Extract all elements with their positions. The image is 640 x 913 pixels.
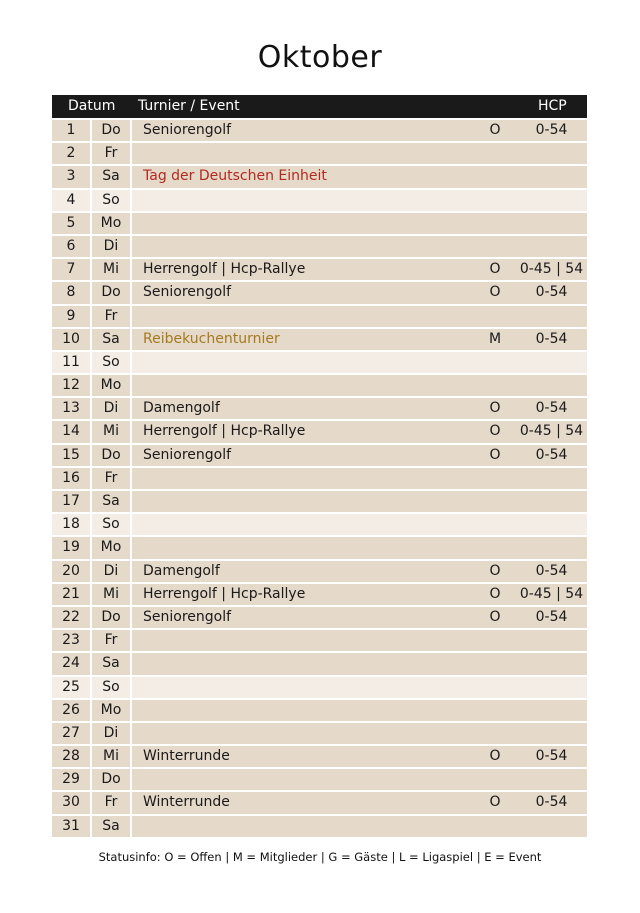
day-cell: 18 — [52, 514, 90, 535]
day-cell: 17 — [52, 491, 90, 512]
table-row — [52, 769, 587, 790]
status-cell — [488, 769, 502, 790]
event-cell — [132, 723, 488, 744]
status-cell — [488, 723, 502, 744]
table-row — [52, 259, 587, 280]
status-cell — [488, 537, 502, 558]
event-cell — [132, 143, 488, 164]
event-cell — [132, 653, 488, 674]
hcp-cell: 0-54 — [535, 400, 568, 417]
event-cell — [132, 700, 488, 721]
event-cell: Reibekuchenturnier — [132, 329, 488, 350]
status-cell — [488, 166, 502, 187]
table-row — [52, 537, 587, 558]
hcp-cell: 0-54 — [535, 446, 568, 463]
table-row — [52, 491, 587, 512]
status-cell: O — [489, 446, 501, 463]
status-cell — [488, 213, 502, 234]
table-row — [52, 653, 587, 674]
day-cell: 1 — [52, 120, 90, 141]
hcp-cell: 0-54 — [535, 562, 568, 579]
status-cell — [488, 190, 502, 211]
event-cell: Winterrunde — [132, 746, 488, 767]
table-header — [52, 95, 587, 118]
status-cell — [488, 630, 502, 651]
hcp-cell: 0-45 | 54 — [519, 423, 584, 440]
table-row — [52, 166, 587, 187]
hcp-cell — [516, 375, 587, 396]
event-cell — [132, 769, 488, 790]
status-cell — [488, 236, 502, 257]
table-row — [52, 421, 587, 442]
event-cell — [132, 514, 488, 535]
day-cell: 30 — [52, 792, 90, 813]
day-cell: 5 — [52, 213, 90, 234]
table-row — [52, 514, 587, 535]
hcp-cell — [516, 468, 587, 489]
hcp-cell — [516, 166, 587, 187]
weekday-cell: Mo — [92, 375, 130, 396]
event-cell: Seniorengolf — [132, 445, 488, 466]
hcp-cell — [516, 677, 587, 698]
day-cell: 19 — [52, 537, 90, 558]
event-cell: Seniorengolf — [132, 607, 488, 628]
day-cell: 9 — [52, 306, 90, 327]
event-cell — [132, 537, 488, 558]
weekday-cell: So — [92, 352, 130, 373]
table-row — [52, 329, 587, 350]
table-row — [52, 584, 587, 605]
table-row — [52, 677, 587, 698]
hcp-cell — [516, 514, 587, 535]
weekday-cell: Mo — [92, 700, 130, 721]
status-cell — [488, 375, 502, 396]
table-row — [52, 282, 587, 303]
table-row — [52, 143, 587, 164]
hcp-cell — [516, 213, 587, 234]
event-cell: Seniorengolf — [132, 120, 488, 141]
status-cell: O — [489, 585, 501, 602]
weekday-cell: Do — [92, 769, 130, 790]
event-cell — [132, 468, 488, 489]
day-cell: 20 — [52, 561, 90, 582]
event-cell — [132, 352, 488, 373]
weekday-cell: Fr — [92, 630, 130, 651]
table-row — [52, 352, 587, 373]
header-hcp: HCP — [538, 98, 567, 114]
table-row — [52, 236, 587, 257]
weekday-cell: Di — [92, 236, 130, 257]
hcp-cell — [516, 491, 587, 512]
day-cell: 4 — [52, 190, 90, 211]
hcp-cell — [516, 190, 587, 211]
table-row — [52, 723, 587, 744]
weekday-cell: So — [92, 190, 130, 211]
status-cell: O — [489, 562, 501, 579]
day-cell: 15 — [52, 445, 90, 466]
hcp-cell — [516, 306, 587, 327]
status-cell: O — [489, 284, 501, 301]
weekday-cell: Sa — [92, 491, 130, 512]
day-cell: 26 — [52, 700, 90, 721]
table-row — [52, 375, 587, 396]
table-row — [52, 630, 587, 651]
weekday-cell: Sa — [92, 816, 130, 837]
table-row — [52, 792, 587, 813]
table-row — [52, 120, 587, 141]
event-cell — [132, 677, 488, 698]
day-cell: 10 — [52, 329, 90, 350]
hcp-cell: 0-54 — [535, 794, 568, 811]
day-cell: 3 — [52, 166, 90, 187]
table-row — [52, 445, 587, 466]
table-row — [52, 468, 587, 489]
weekday-cell: Do — [92, 120, 130, 141]
weekday-cell: Di — [92, 561, 130, 582]
weekday-cell: Fr — [92, 143, 130, 164]
table-row — [52, 398, 587, 419]
hcp-cell — [516, 630, 587, 651]
table-row — [52, 700, 587, 721]
hcp-cell — [516, 236, 587, 257]
weekday-cell: Mi — [92, 584, 130, 605]
day-cell: 23 — [52, 630, 90, 651]
status-cell: O — [489, 261, 501, 278]
status-cell: O — [489, 748, 501, 765]
weekday-cell: Mo — [92, 537, 130, 558]
weekday-cell: Sa — [92, 653, 130, 674]
table-row — [52, 561, 587, 582]
weekday-cell: Fr — [92, 468, 130, 489]
day-cell: 6 — [52, 236, 90, 257]
hcp-cell — [516, 352, 587, 373]
weekday-cell: Sa — [92, 329, 130, 350]
table-row — [52, 190, 587, 211]
weekday-cell: Do — [92, 445, 130, 466]
event-cell: Seniorengolf — [132, 282, 488, 303]
status-cell — [488, 653, 502, 674]
hcp-cell — [516, 769, 587, 790]
hcp-cell: 0-54 — [535, 608, 568, 625]
hcp-cell: 0-54 — [535, 330, 568, 347]
event-cell — [132, 630, 488, 651]
hcp-cell: 0-54 — [535, 122, 568, 138]
hcp-cell — [516, 700, 587, 721]
weekday-cell: Di — [92, 398, 130, 419]
header-event: Turnier / Event — [138, 98, 240, 114]
day-cell: 11 — [52, 352, 90, 373]
hcp-cell: 0-54 — [535, 284, 568, 301]
weekday-cell: Fr — [92, 306, 130, 327]
day-cell: 22 — [52, 607, 90, 628]
status-cell — [488, 700, 502, 721]
status-cell: O — [489, 400, 501, 417]
weekday-cell: Sa — [92, 166, 130, 187]
hcp-cell — [516, 816, 587, 837]
event-cell — [132, 213, 488, 234]
status-cell — [488, 816, 502, 837]
day-cell: 25 — [52, 677, 90, 698]
event-table — [52, 95, 587, 837]
day-cell: 21 — [52, 584, 90, 605]
status-cell — [488, 677, 502, 698]
event-cell: Damengolf — [132, 398, 488, 419]
status-cell: M — [488, 330, 502, 347]
weekday-cell: Mo — [92, 213, 130, 234]
hcp-cell — [516, 537, 587, 558]
status-legend: Statusinfo: O = Offen | M = Mitglieder | G = Gäste | L = Ligaspiel | E = Event — [98, 850, 542, 864]
status-cell — [488, 143, 502, 164]
status-cell — [488, 491, 502, 512]
event-cell — [132, 190, 488, 211]
status-cell: O — [489, 608, 501, 625]
status-cell — [488, 514, 502, 535]
status-cell: O — [489, 122, 501, 138]
hcp-cell — [516, 653, 587, 674]
table-row — [52, 213, 587, 234]
weekday-cell: Fr — [92, 792, 130, 813]
weekday-cell: Do — [92, 607, 130, 628]
table-row — [52, 306, 587, 327]
status-cell: O — [489, 423, 501, 440]
table-row — [52, 607, 587, 628]
day-cell: 8 — [52, 282, 90, 303]
event-cell — [132, 375, 488, 396]
day-cell: 29 — [52, 769, 90, 790]
status-cell — [488, 306, 502, 327]
event-cell — [132, 236, 488, 257]
event-cell: Winterrunde — [132, 792, 488, 813]
day-cell: 27 — [52, 723, 90, 744]
day-cell: 2 — [52, 143, 90, 164]
hcp-cell: 0-54 — [535, 748, 568, 765]
day-cell: 28 — [52, 746, 90, 767]
event-cell: Damengolf — [132, 561, 488, 582]
day-cell: 24 — [52, 653, 90, 674]
event-cell — [132, 306, 488, 327]
page-title: Oktober — [257, 40, 383, 75]
day-cell: 31 — [52, 816, 90, 837]
day-cell: 13 — [52, 398, 90, 419]
day-cell: 14 — [52, 421, 90, 442]
event-cell: Herrengolf | Hcp-Rallye — [132, 421, 488, 442]
day-cell: 7 — [52, 259, 90, 280]
weekday-cell: Mi — [92, 421, 130, 442]
table-row — [52, 816, 587, 837]
event-cell — [132, 491, 488, 512]
header-datum: Datum — [68, 98, 116, 114]
event-cell: Tag der Deutschen Einheit — [132, 166, 488, 187]
table-row — [52, 746, 587, 767]
weekday-cell: Do — [92, 282, 130, 303]
hcp-cell: 0-45 | 54 — [519, 261, 584, 278]
status-cell — [488, 352, 502, 373]
hcp-cell — [516, 723, 587, 744]
weekday-cell: Mi — [92, 746, 130, 767]
event-cell: Herrengolf | Hcp-Rallye — [132, 259, 488, 280]
event-cell — [132, 816, 488, 837]
event-cell: Herrengolf | Hcp-Rallye — [132, 584, 488, 605]
status-cell — [488, 468, 502, 489]
weekday-cell: Di — [92, 723, 130, 744]
day-cell: 12 — [52, 375, 90, 396]
status-cell: O — [489, 794, 501, 811]
weekday-cell: So — [92, 677, 130, 698]
weekday-cell: Mi — [92, 259, 130, 280]
weekday-cell: So — [92, 514, 130, 535]
day-cell: 16 — [52, 468, 90, 489]
hcp-cell — [516, 143, 587, 164]
table-body — [52, 120, 587, 837]
hcp-cell: 0-45 | 54 — [519, 585, 584, 602]
